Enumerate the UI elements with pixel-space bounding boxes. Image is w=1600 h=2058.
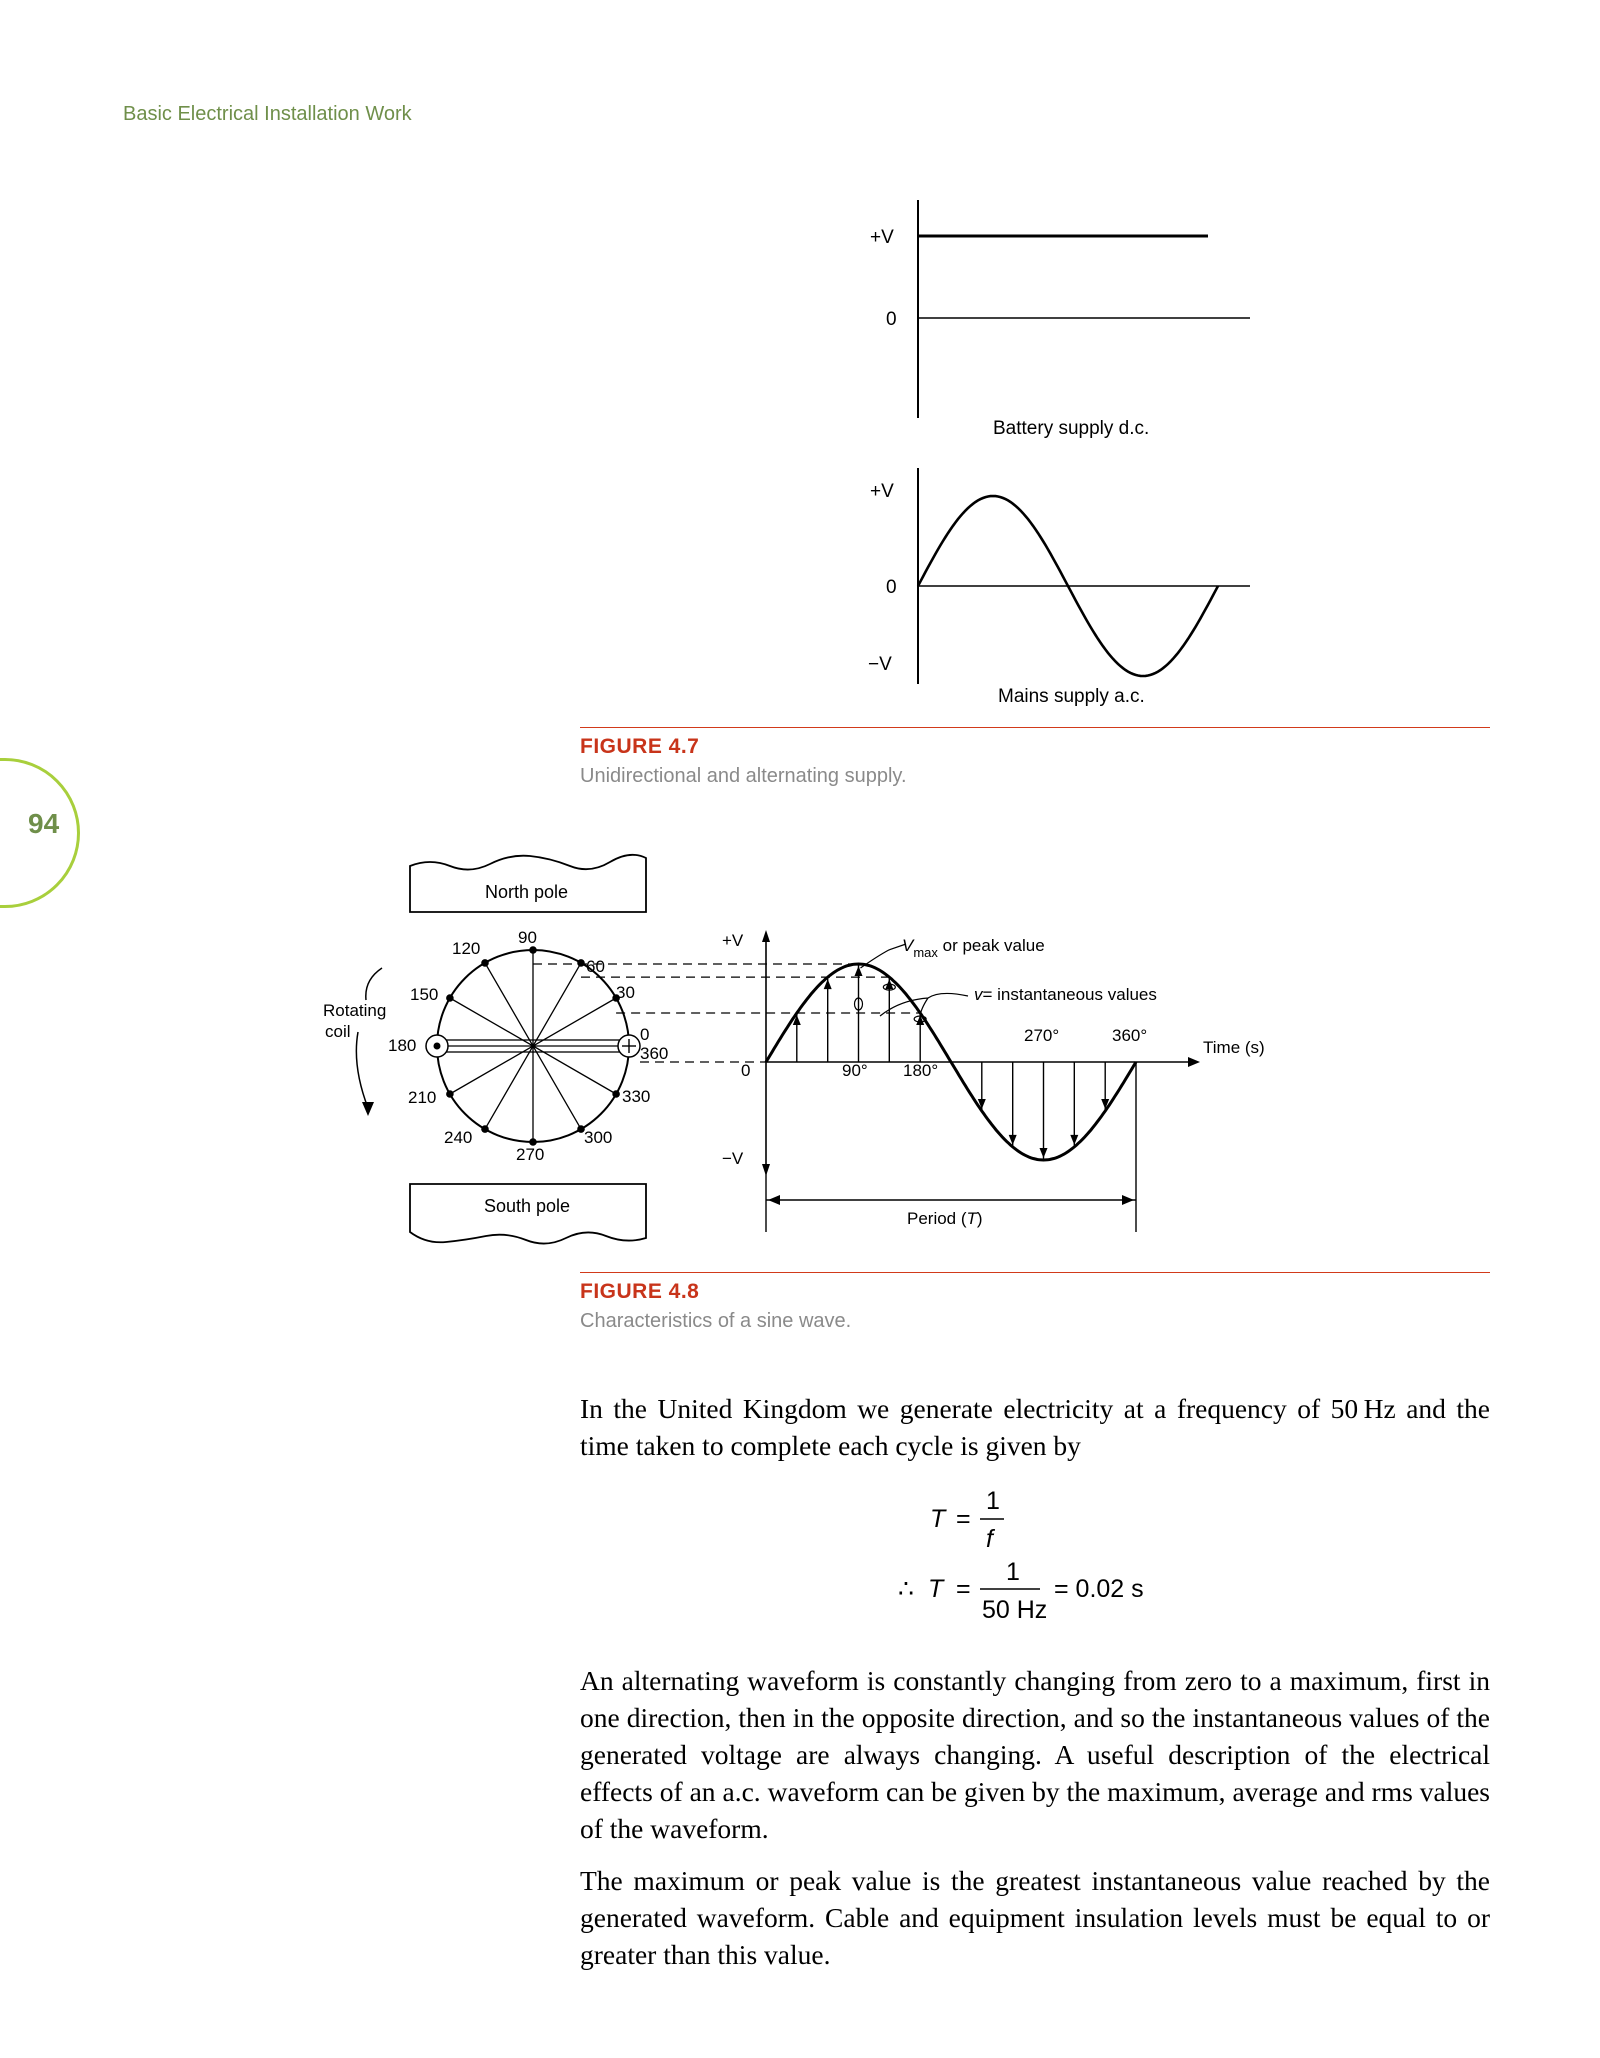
angle-300-label: 300 (584, 1128, 613, 1147)
deg-180-label: 180° (903, 1061, 939, 1080)
eq2-denominator: 50 Hz (982, 1596, 1048, 1624)
figure-4-7-diagram (0, 0, 1600, 720)
dc-title: Battery supply d.c. (993, 418, 1150, 439)
figure-4-8-caption: Characteristics of a sine wave. (580, 1310, 852, 1332)
period-label: Period (T) (907, 1209, 983, 1228)
dc-zero-label: 0 (886, 309, 897, 330)
eq2-equals: = (956, 1575, 971, 1603)
eq1-lhs: T (930, 1505, 946, 1533)
angle-point (529, 946, 537, 954)
deg-90-label: 90° (842, 1061, 868, 1080)
angle-point (577, 959, 585, 967)
phasor-circle (426, 946, 640, 1146)
angle-330-label: 330 (622, 1087, 651, 1106)
angle-150-label: 150 (410, 985, 439, 1004)
deg-270-label: 270° (1024, 1026, 1060, 1045)
time-axis-arrow (1188, 1057, 1200, 1067)
ac-minus-v-label: −V (868, 654, 892, 675)
conductor-dot (434, 1043, 441, 1050)
ac-zero-label: 0 (886, 577, 897, 598)
angle-270-label: 270 (516, 1145, 545, 1164)
angle-60-label: 60 (586, 957, 605, 976)
deg-360-label: 360° (1112, 1026, 1148, 1045)
south-pole-label: South pole (484, 1196, 571, 1216)
angle-30-label: 30 (616, 983, 635, 1002)
vmax-label: $V_{max}$ or peak value (902, 936, 1045, 960)
eq1-denominator: f (986, 1525, 993, 1553)
angle-point (481, 959, 489, 967)
eq2-result: = 0.02 s (1054, 1575, 1144, 1603)
paragraph-alternating-waveform: An alternating waveform is constantly changing from zero to a maximum, first in one direction, then in the opposite direction, and so the instantaneous values of the generated voltage are always changing. A useful description of the electrical effects of an a.c. waveform can be given by the maximum, average and rms values of the waveform. (580, 1665, 1490, 1844)
north-pole (410, 855, 646, 912)
paragraph-peak-value: The maximum or peak value is the greatest instantaneous value reached by the generated waveform. Cable and equipment insulation levels must be equal to or greater than this value. (580, 1865, 1490, 1970)
axis-arrow-up (762, 930, 770, 942)
instantaneous-leader (880, 993, 968, 1018)
eq2-lhs: T (928, 1575, 944, 1603)
angle-point (612, 1090, 620, 1098)
angle-point (446, 994, 454, 1002)
ac-graph (868, 468, 1250, 707)
plus-v-label: +V (722, 931, 744, 950)
dc-plus-v-label: +V (870, 227, 894, 248)
figure-4-8-rule (580, 1272, 1490, 1273)
figure-4-7-label: FIGURE 4.7 (580, 735, 700, 758)
period-arrow-left (768, 1195, 780, 1205)
figure-4-7-caption: Unidirectional and alternating supply. (580, 765, 907, 787)
angle-120-label: 120 (452, 939, 481, 958)
time-label: Time (s) (1203, 1038, 1265, 1057)
eq2-therefore: ∴ (898, 1575, 914, 1603)
instantaneous-label: v= instantaneous values (974, 985, 1157, 1004)
minus-v-label: −V (722, 1149, 744, 1168)
angle-180-label: 180 (388, 1036, 417, 1055)
figure-4-7-rule (580, 727, 1490, 728)
page-number: 94 (28, 808, 60, 839)
south-pole (410, 1184, 646, 1244)
figure-4-8-diagram (0, 840, 1600, 1260)
running-head: Basic Electrical Installation Work (123, 103, 412, 125)
angle-210-label: 210 (408, 1088, 437, 1107)
dc-graph (870, 200, 1250, 439)
angle-360-label: 360 (640, 1044, 669, 1063)
instantaneous-value-arrow (1040, 1148, 1048, 1158)
rotating-coil-label-2: coil (325, 1022, 351, 1041)
angle-90-label: 90 (518, 928, 537, 947)
figure-4-8-label: FIGURE 4.8 (580, 1280, 700, 1303)
rotation-arrow (356, 968, 382, 1108)
angle-point (481, 1125, 489, 1133)
period-arrow-right (1122, 1195, 1134, 1205)
eq1-equals: = (956, 1505, 971, 1533)
angle-point (446, 1090, 454, 1098)
angle-0-label: 0 (640, 1025, 650, 1044)
eq2-numerator: 1 (1006, 1558, 1020, 1586)
angle-240-label: 240 (444, 1128, 473, 1147)
paragraph-frequency: In the United Kingdom we generate electricity at a frequency of 50 Hz and the time taken to complete each cycle is given by (580, 1393, 1490, 1461)
eq1-numerator: 1 (986, 1487, 1000, 1515)
ac-title: Mains supply a.c. (998, 686, 1145, 707)
equations (880, 1485, 1200, 1635)
ac-plus-v-label: +V (870, 481, 894, 502)
rotating-coil-label-1: Rotating (323, 1001, 387, 1020)
origin-label: 0 (741, 1061, 751, 1080)
north-pole-label: North pole (485, 882, 569, 902)
